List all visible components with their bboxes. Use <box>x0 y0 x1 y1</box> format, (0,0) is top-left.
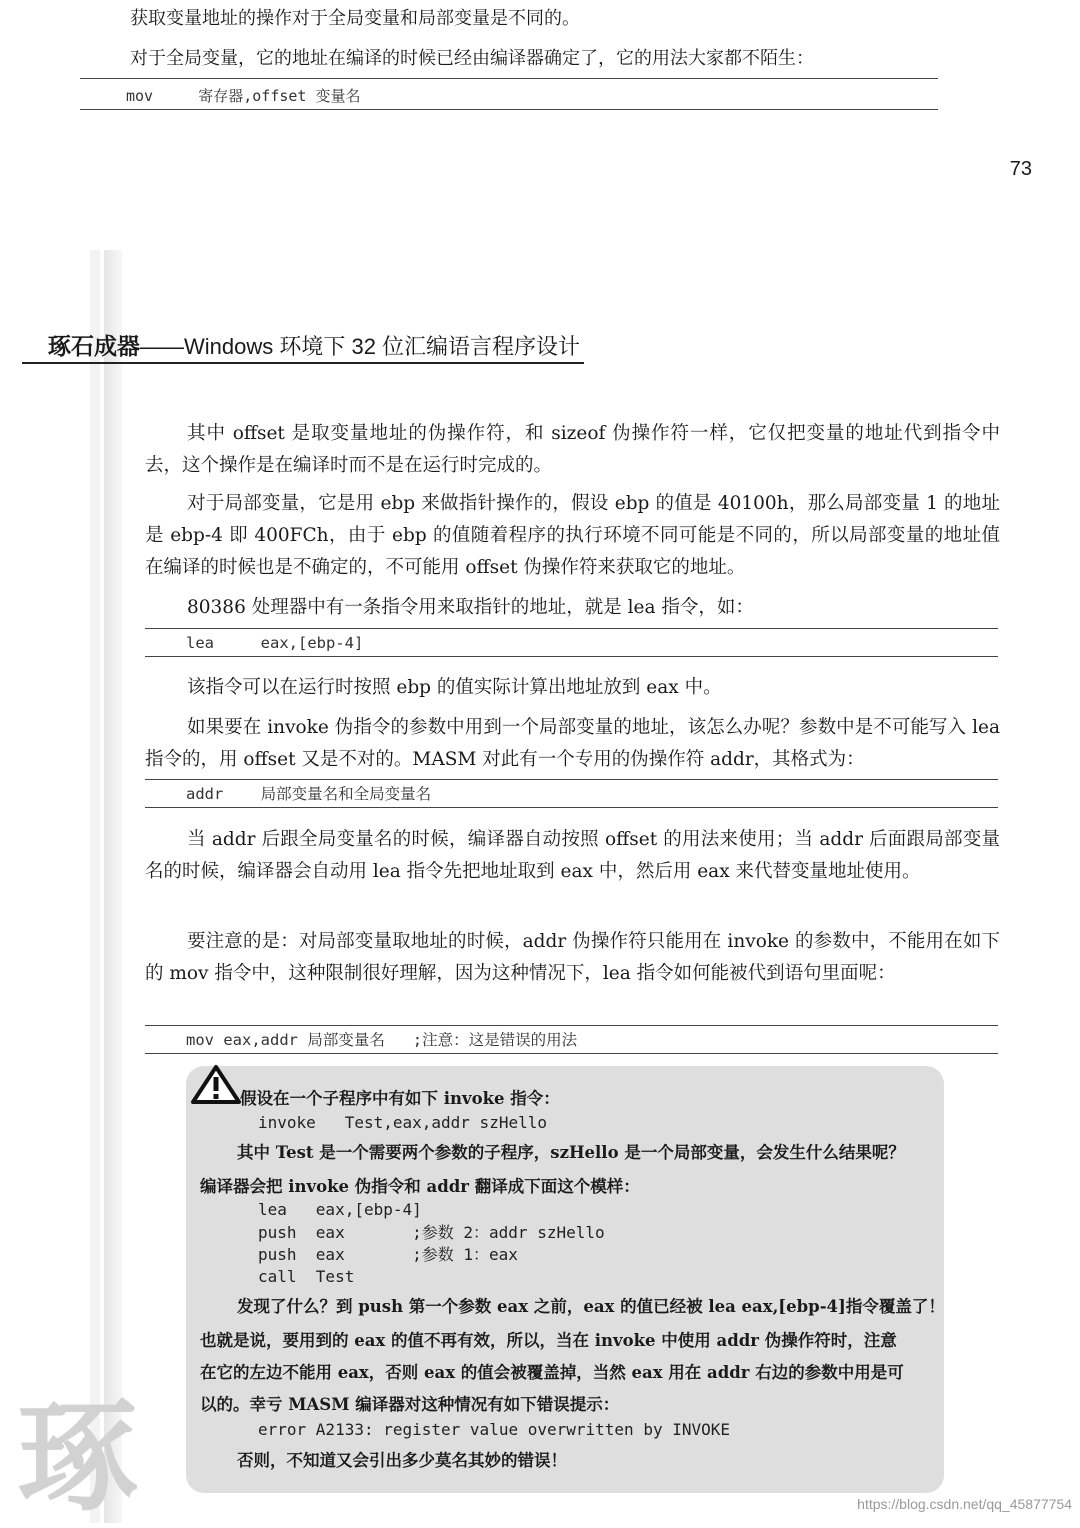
warning-line-8: 否则，不知道又会引出多少莫名其妙的错误！ <box>237 1451 567 1470</box>
running-header <box>48 333 580 362</box>
warning-line-2: 其中 Test 是一个需要两个参数的子程序，szHello 是一个局部变量，会发生什么结果呢？ <box>237 1143 905 1162</box>
code1-rule-lower <box>145 656 998 657</box>
code3-rule-upper <box>145 1025 998 1026</box>
header-rule <box>22 362 584 364</box>
code-line-2: addr 局部变量名和全局变量名 <box>186 785 432 803</box>
code2-rule-lower <box>145 807 998 808</box>
code-line-3: mov eax,addr 局部变量名 ;注意：这是错误的用法 <box>186 1031 578 1049</box>
source-watermark: https://blog.csdn.net/qq_45877754 <box>857 1496 1072 1512</box>
page-gutter-shadow <box>90 250 100 1523</box>
top-text-line-1: 获取变量地址的操作对于全局变量和局部变量是不同的。 <box>130 8 580 29</box>
warning-code-3: push eax ;参数 2：addr szHello <box>258 1223 605 1242</box>
paragraph-5: 如果要在 invoke 伪指令的参数中用到一个局部变量的地址，该怎么办呢？参数中是不可能写入 lea 指令的，用 offset 又是不对的。MASM 对此有一个专用的伪操作符 addr，其格式为： <box>145 717 1000 770</box>
code-line-1: lea eax,[ebp-4] <box>186 634 364 652</box>
warning-code-4: push eax ;参数 1：eax <box>258 1245 518 1264</box>
paragraph-7: 要注意的是：对局部变量取地址的时候，addr 伪操作符只能用在 invoke 的参数中，不能用在如下的 mov 指令中，这种限制很好理解，因为这种情况下，lea 指令如何能被代到语句里面呢： <box>145 931 1000 984</box>
code2-rule-upper <box>145 779 998 780</box>
warning-code-5: call Test <box>258 1267 355 1286</box>
warning-line-3: 编译器会把 invoke 伪指令和 addr 翻译成下面这个模样： <box>200 1177 640 1196</box>
paragraph-6: 当 addr 后跟全局变量名的时候，编译器自动按照 offset 的用法来使用；当 addr 后面跟局部变量名的时候，编译器会自动用 lea 指令先把地址取到 eax 中，然后用 eax 来代替变量地址使用。 <box>145 829 1000 882</box>
top-code-rule-upper <box>80 78 938 79</box>
header-title-rest: ——Windows 环境下 32 位汇编语言程序设计 <box>140 334 581 359</box>
warning-code-1: invoke Test,eax,addr szHello <box>258 1113 547 1132</box>
code3-rule-lower <box>145 1053 998 1054</box>
warning-line-6: 在它的左边不能用 eax，否则 eax 的值会被覆盖掉，当然 eax 用在 addr 右边的参数中用是可 <box>200 1363 904 1382</box>
page-number: 73 <box>1009 158 1032 180</box>
warning-code-6: error A2133: register value overwritten by INVOKE <box>258 1420 731 1439</box>
top-code-rule-lower <box>80 109 938 110</box>
warning-line-1: 假设在一个子程序中有如下 invoke 指令： <box>240 1089 560 1108</box>
warning-line-4: 发现了什么？到 push 第一个参数 eax 之前，eax 的值已经被 lea eax,[ebp-4]指令覆盖了！ <box>237 1297 945 1316</box>
top-text-line-2: 对于全局变量，它的地址在编译的时候已经由编译器确定了，它的用法大家都不陌生： <box>130 48 814 69</box>
warning-code-2: lea eax,[ebp-4] <box>258 1200 422 1219</box>
warning-icon <box>190 1064 242 1106</box>
top-code-line: mov 寄存器,offset 变量名 <box>126 87 361 105</box>
warning-line-5: 也就是说，要用到的 eax 的值不再有效，所以，当在 invoke 中使用 addr 伪操作符时，注意 <box>200 1331 897 1350</box>
code1-rule-upper <box>145 628 998 629</box>
warning-line-7: 以的。幸亏 MASM 编译器对这种情况有如下错误提示： <box>200 1395 620 1414</box>
paragraph-4: 该指令可以在运行时按照 ebp 的值实际计算出地址放到 eax 中。 <box>187 677 722 698</box>
corner-decoration-glyph: 琢 <box>18 1387 138 1528</box>
paragraph-2: 对于局部变量，它是用 ebp 来做指针操作的，假设 ebp 的值是 40100h，那么局部变量 1 的地址是 ebp-4 即 400FCh，由于 ebp 的值随着程序的执行环境不同可能是不同的，所以局部变量的地址值在编译的时候也是不确定的，不可能用 offset 伪操作符来获取它的地址。 <box>145 493 1000 578</box>
paragraph-3: 80386 处理器中有一条指令用来取指针的地址，就是 lea 指令，如： <box>187 597 754 618</box>
page-gutter-band <box>104 250 122 1523</box>
paragraph-1: 其中 offset 是取变量地址的伪操作符，和 sizeof 伪操作符一样，它仅把变量的地址代到指令中去，这个操作是在编译时而不是在运行时完成的。 <box>145 423 1000 476</box>
header-title-bold: 琢石成器 <box>48 333 140 360</box>
